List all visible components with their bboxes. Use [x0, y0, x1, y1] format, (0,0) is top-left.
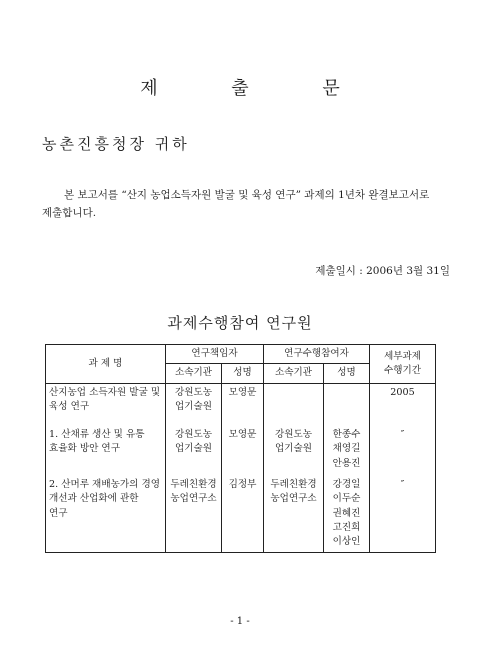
document-title: 제 출 문 [140, 78, 374, 99]
header-task-name: 과 제 명 [46, 345, 166, 384]
table-row [46, 426, 436, 476]
cell-lead-affiliation: 강원도농 업기술원 [166, 426, 222, 476]
cell-part-affiliation [264, 383, 324, 426]
cell-period: 2005 [370, 383, 436, 426]
addressee: 농촌진흥청장 귀하 [42, 135, 190, 153]
cell-lead-name: 모영문 [222, 383, 264, 426]
table-title: 과제수행참여 연구원 [167, 314, 313, 332]
cell-part-affiliation: 강원도농 업기술원 [264, 426, 324, 476]
header-period: 세부과제 수행기간 [370, 345, 436, 384]
cell-lead-name: 김정부 [222, 476, 264, 552]
cell-period: ″ [370, 476, 436, 552]
participants-table [45, 344, 436, 553]
cell-task: 산지농업 소득자원 발굴 및 육성 연구 [46, 383, 166, 426]
cell-part-names: 한종수 채영길 안용진 [324, 426, 370, 476]
cell-part-affiliation: 두레친환경 농업연구소 [264, 476, 324, 552]
submit-date: 제출일시 : 2006년 3월 31일 [315, 265, 450, 277]
table-row [46, 383, 436, 426]
body-text-line-2: 제출합니다. [42, 207, 97, 219]
header-part-affiliation: 소속기관 [264, 364, 324, 383]
page-number: - 1 - [230, 616, 250, 627]
header-lead-affiliation: 소속기관 [166, 364, 222, 383]
cell-task: 2. 산머루 재배농가의 경영 개선과 산업화에 관한 연구 [46, 476, 166, 552]
cell-lead-affiliation: 두레친환경 농업연구소 [166, 476, 222, 552]
cell-lead-name: 모영문 [222, 426, 264, 476]
cell-lead-affiliation: 강원도농 업기술원 [166, 383, 222, 426]
header-lead-researcher: 연구책임자 [166, 345, 264, 364]
header-row-1 [46, 345, 436, 364]
body-text-line-1: 본 보고서를 “산지 농업소득자원 발굴 및 육성 연구” 과제의 1년차 완결보고서로 [64, 189, 430, 201]
header-part-name: 성명 [324, 364, 370, 383]
header-participants: 연구수행참여자 [264, 345, 370, 364]
cell-period: ″ [370, 426, 436, 476]
header-lead-name: 성명 [222, 364, 264, 383]
cell-part-names [324, 383, 370, 426]
cell-task: 1. 산채류 생산 및 유통 효율화 방안 연구 [46, 426, 166, 476]
table-row [46, 476, 436, 552]
cell-part-names: 강경일 이두순 권혜진 고진희 이상인 [324, 476, 370, 552]
